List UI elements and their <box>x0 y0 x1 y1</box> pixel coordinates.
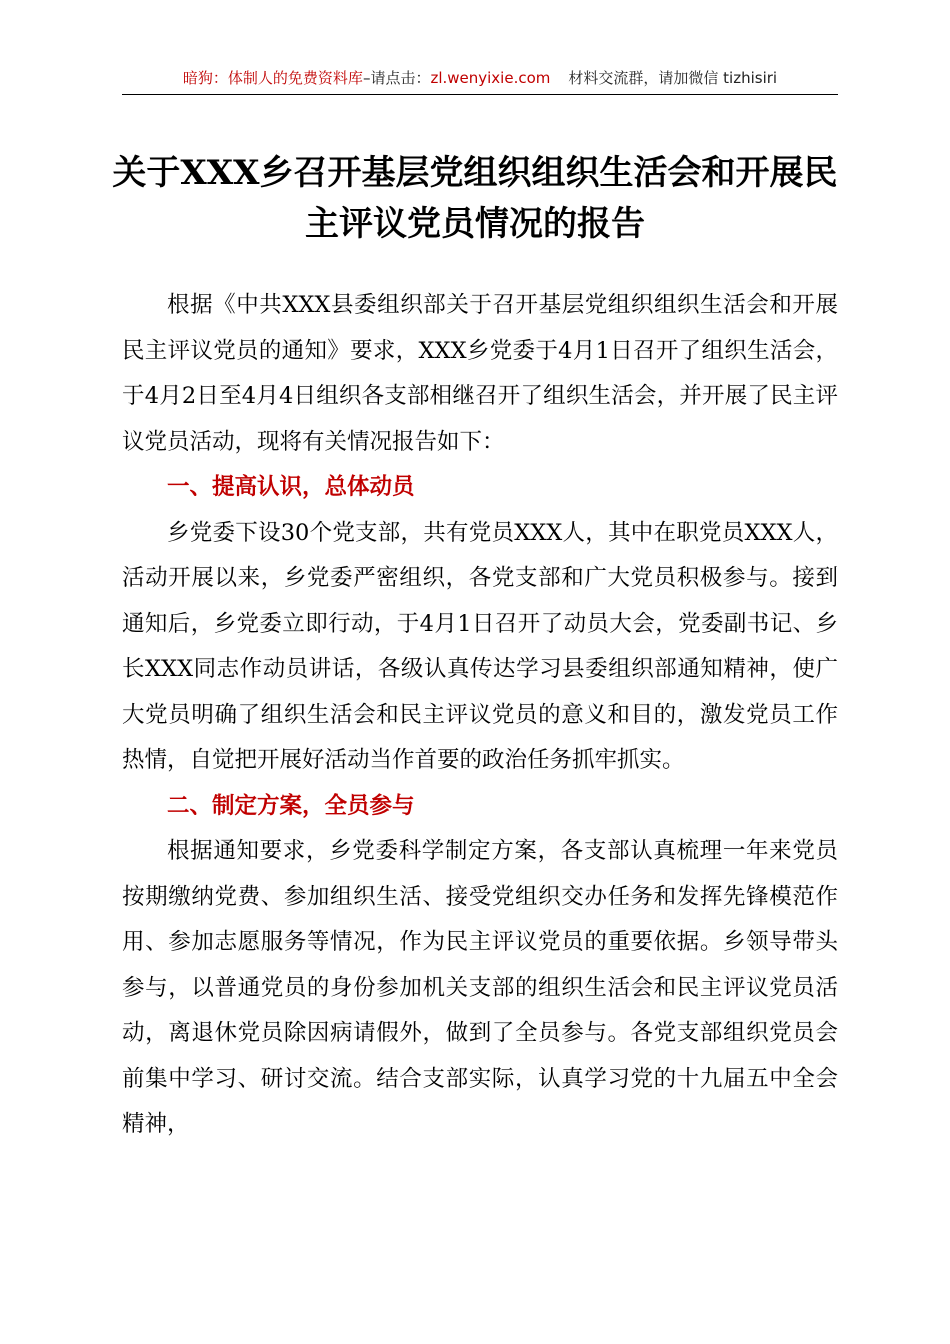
section-paragraph-2: 根据通知要求，乡党委科学制定方案，各支部认真梳理一年来党员按期缴纳党费、参加组织生活、接受党组织交办任务和发挥先锋模范作用、参加志愿服务等情况，作为民主评议党员的重要依据。乡领导带头参与，以普通党员的身份参加机关支部的组织生活会和民主评议党员活动，离退休党员除因病请假外，做到了全员参与。各党支部组织党员会前集中学习、研讨交流。结合支部实际，认真学习党的十九届五中全会精神， <box>122 838 838 1137</box>
header-url-link[interactable]: zl.wenyixie.com <box>430 69 551 87</box>
header-click-prompt: –请点击： <box>362 69 431 87</box>
intro-paragraph: 根据《中共XXX县委组织部关于召开基层党组织组织生活会和开展民主评议党员的通知》要求，XXX乡党委于4月1日召开了组织生活会，于4月2日至4月4日组织各支部相继召开了组织生活会，并开展了民主评议党员活动，现将有关情况报告如下： <box>122 292 838 455</box>
document-body <box>122 283 838 1148</box>
document-title: 关于XXX乡召开基层党组织组织生活会和开展民主评议党员情况的报告 <box>112 153 838 244</box>
section-heading-2: 二、制定方案，全员参与 <box>167 792 415 819</box>
section-heading-1: 一、提高认识，总体动员 <box>167 474 415 500</box>
header-contact: 材料交流群，请加微信 tizhisiri <box>568 69 778 87</box>
header-brand: 暗狗：体制人的免费资料库 <box>182 69 363 87</box>
section-paragraph-1: 乡党委下设30个党支部，共有党员XXX人，其中在职党员XXX人，活动开展以来，乡党委严密组织，各党支部和广大党员积极参与。接到通知后，乡党委立即行动，于4月1日召开了动员大会，党委副书记、乡长XXX同志作动员讲话，各级认真传达学习县委组织部通知精神，使广大党员明确了组织生活会和民主评议党员的意义和目的，激发党员工作热情，自觉把开展好活动当作首要的政治任务抓牢抓实。 <box>122 519 838 773</box>
page-header <box>122 66 838 95</box>
